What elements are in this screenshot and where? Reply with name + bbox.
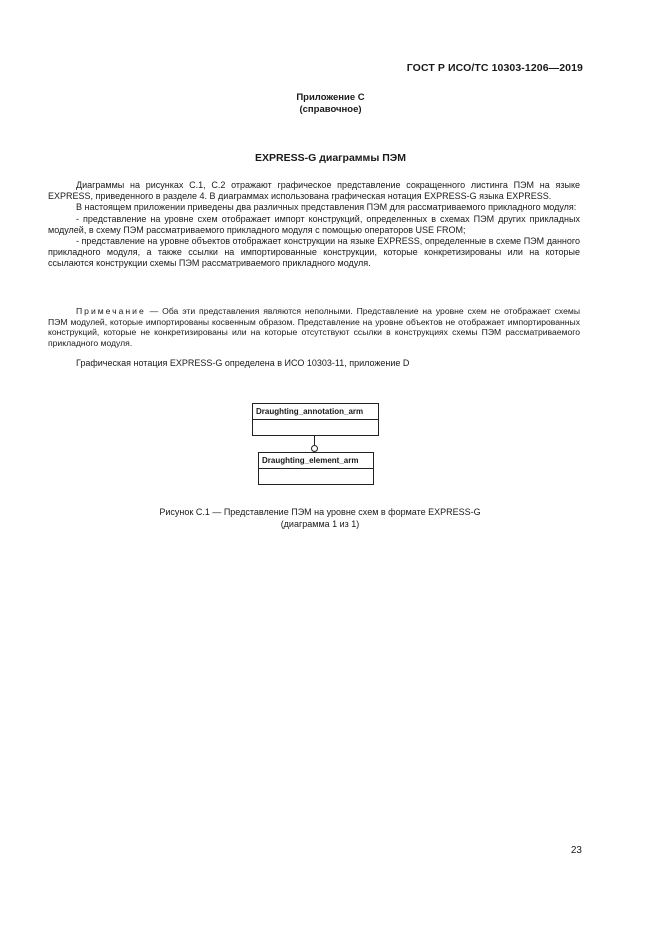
body-text [48, 180, 580, 270]
schema-name-bottom: Draughting_element_arm [259, 453, 373, 469]
figure-caption [0, 507, 640, 530]
relationship-circle [311, 445, 318, 452]
appendix-subtitle: (справочное) [299, 104, 362, 115]
notation-paragraph [48, 358, 580, 369]
note-label: Примечание [76, 306, 146, 316]
note-block [48, 306, 580, 348]
schema-box-draughting-element [258, 452, 374, 485]
note-text: — Оба эти представления являются неполными. Представление на уровне схем не отображает схемы ПЭМ модулей, которые импортированы косвенным образом. Представление на уровне объектов не отображает импортированных конструкций, которые не конкретизированы или на которые отсутствуют ссылки в конструкциях схемы ПЭМ рассматриваемого прикладного модуля. [48, 306, 580, 348]
document-code: ГОСТ Р ИСО/ТС 10303-1206—2019 [406, 62, 583, 74]
page-number: 23 [570, 845, 582, 856]
schema-box-draughting-annotation [252, 403, 379, 436]
appendix-title: Приложение С [296, 92, 365, 103]
paragraph-object-level: - представление на уровне объектов отображает конструкции на языке EXPRESS, определенные в схеме ПЭМ данного прикладного модуля, а также ссылки на импортированные конструкции, которые конкретизированы или на которые ссылаются конструкции схемы ПЭМ рассматриваемого прикладного модуля. [48, 236, 580, 269]
paragraph-intro: Диаграммы на рисунках С.1, С.2 отражают графическое представление сокращенного листинга ПЭМ на языке EXPRESS, приведенного в разделе 4. В диаграммах использована графическая нотация EXPRESS-G языка EXPRESS. [48, 180, 580, 202]
section-title: EXPRESS-G диаграммы ПЭМ [255, 152, 406, 164]
figure-caption-subtitle: (диаграмма 1 из 1) [280, 518, 360, 529]
paragraph-representations: В настоящем приложении приведены два различных представления ПЭМ для рассматриваемого прикладного модуля: [76, 202, 577, 213]
notation-text: Графическая нотация EXPRESS-G определена в ИСО 10303-11, приложение D [76, 358, 410, 368]
paragraph-schema-level: - представление на уровне схем отображает импорт конструкций, определенных в схемах ПЭМ других прикладных модулей, в схему ПЭМ рассматриваемого прикладного модуля с помощью операторов USE FROM; [48, 213, 580, 235]
schema-name-top: Draughting_annotation_arm [253, 404, 378, 420]
figure-caption-title: Рисунок С.1 — Представление ПЭМ на уровне схем в формате EXPRESS-G [159, 507, 481, 517]
